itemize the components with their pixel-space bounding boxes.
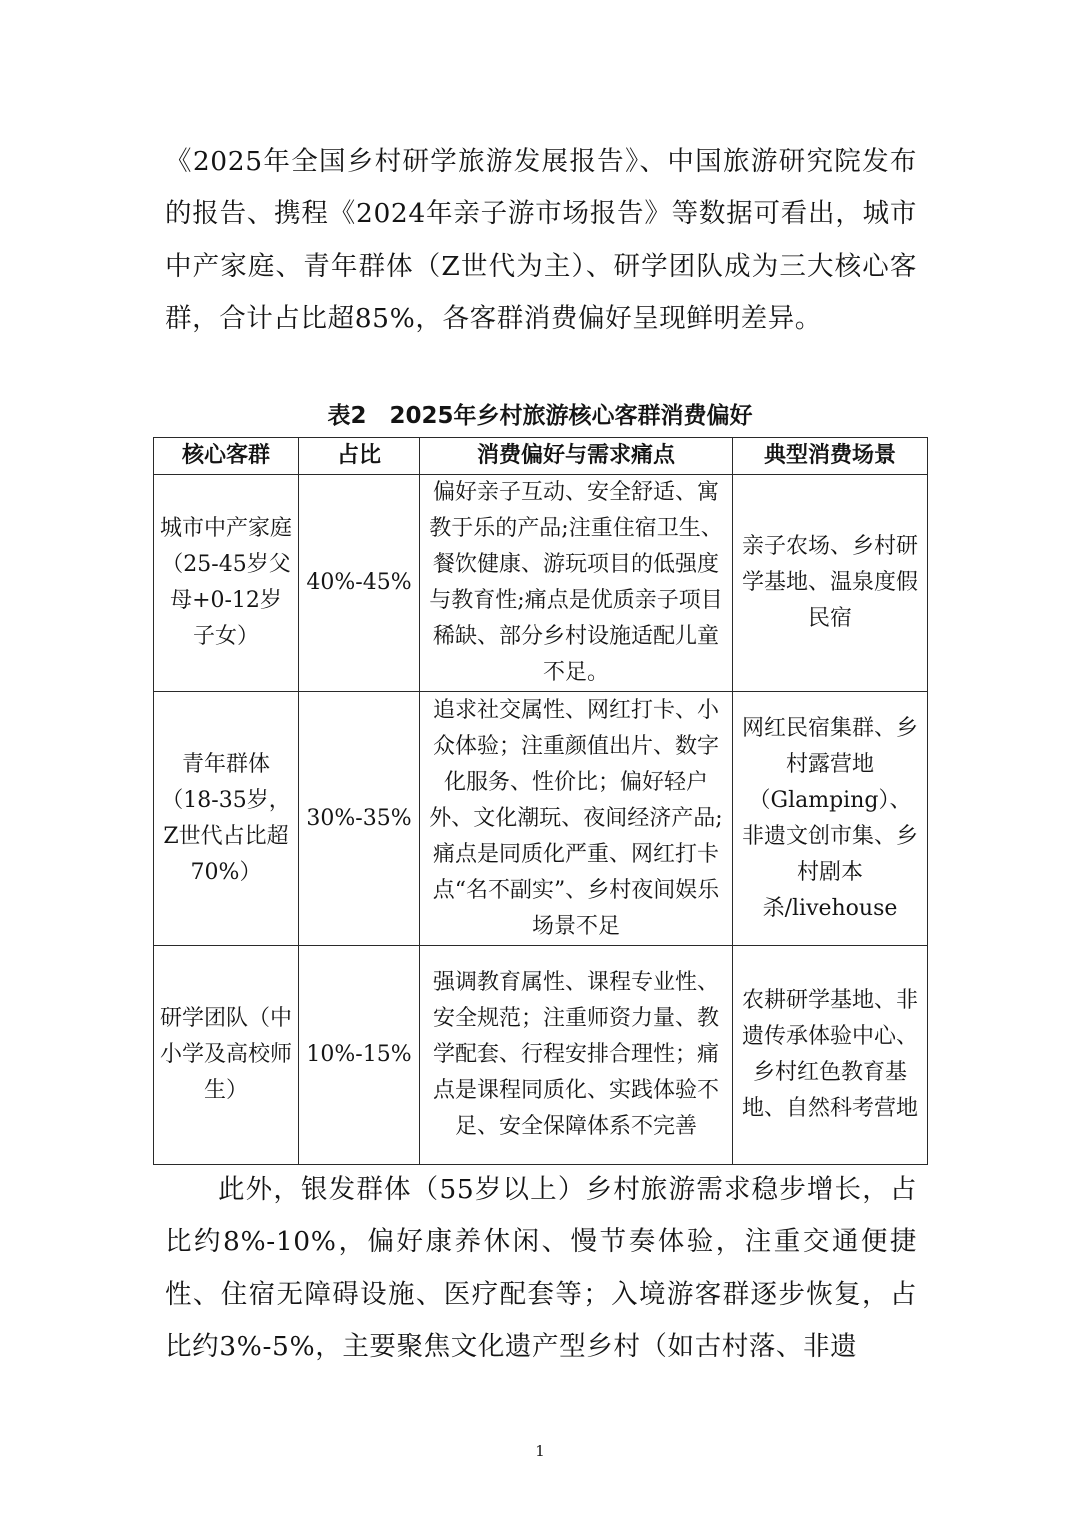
cell-preference: 偏好亲子互动、安全舒适、寓教于乐的产品;注重住宿卫生、餐饮健康、游玩项目的低强度与教育性;痛点是优质亲子项目稀缺、部分乡村设施适配儿童不足。 (420, 475, 733, 692)
cell-group: 城市中产家庭（25-45岁父母+0-12岁子女） (154, 475, 299, 692)
table-row (154, 475, 928, 692)
table-header-row (154, 438, 928, 475)
cell-group: 研学团队（中小学及高校师生） (154, 946, 299, 1165)
cell-scene: 亲子农场、乡村研学基地、温泉度假民宿 (733, 475, 928, 692)
header-preference: 消费偏好与需求痛点 (420, 438, 733, 475)
closing-paragraph: 此外，银发群体（55岁以上）乡村旅游需求稳步增长，占比约8%-10%，偏好康养休闲、慢节奏体验，注重交通便捷性、住宿无障碍设施、医疗配套等；入境游客群逐步恢复，占比约3%-5%，主要聚焦文化遗产型乡村（如古村落、非遗 (165, 1174, 917, 1362)
table-row (154, 692, 928, 946)
cell-share: 40%-45% (299, 475, 420, 692)
cell-group: 青年群体（18-35岁，Z世代占比超70%） (154, 692, 299, 946)
cell-preference: 强调教育属性、课程专业性、安全规范；注重师资力量、教学配套、行程安排合理性；痛点是课程同质化、实践体验不足、安全保障体系不完善 (420, 946, 733, 1165)
cell-scene: 网红民宿集群、乡村露营地（Glamping）、非遗文创市集、乡村剧本杀/livehouse (733, 692, 928, 946)
consumer-preference-table (153, 437, 928, 1165)
header-share: 占比 (299, 438, 420, 475)
header-scene: 典型消费场景 (733, 438, 928, 475)
table-row (154, 946, 928, 1165)
header-core-group: 核心客群 (154, 438, 299, 475)
table-caption: 表2 2025年乡村旅游核心客群消费偏好 (327, 403, 753, 429)
cell-share: 30%-35% (299, 692, 420, 946)
cell-share: 10%-15% (299, 946, 420, 1165)
intro-paragraph: 《2025年全国乡村研学旅游发展报告》、中国旅游研究院发布的报告、携程《2024年亲子游市场报告》等数据可看出，城市中产家庭、青年群体（Z世代为主）、研学团队成为三大核心客群，合计占比超85%，各客群消费偏好呈现鲜明差异。 (165, 146, 917, 334)
cell-preference: 追求社交属性、网红打卡、小众体验；注重颜值出片、数字化服务、性价比；偏好轻户外、文化潮玩、夜间经济产品;痛点是同质化严重、网红打卡点“名不副实”、乡村夜间娱乐场景不足 (420, 692, 733, 946)
cell-scene: 农耕研学基地、非遗传承体验中心、乡村红色教育基地、自然科考营地 (733, 946, 928, 1165)
page-number: 1 (535, 1442, 545, 1460)
